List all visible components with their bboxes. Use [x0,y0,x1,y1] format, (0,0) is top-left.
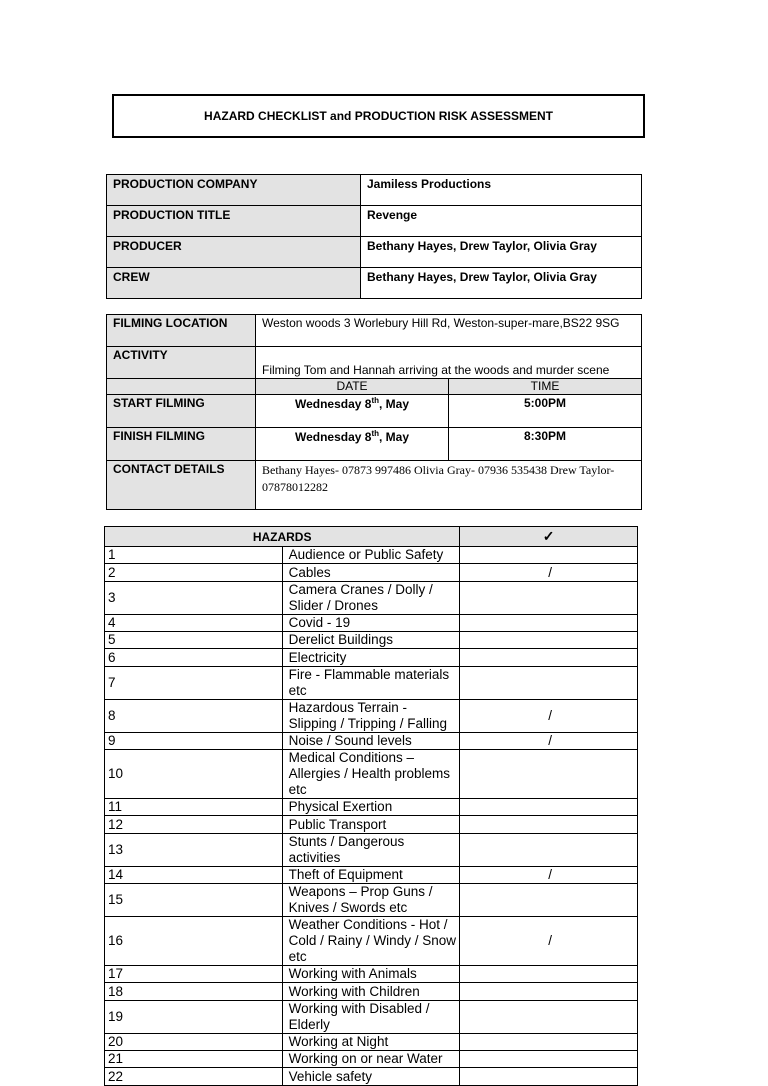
finish-filming-label: FINISH FILMING [107,428,256,461]
production-value: Bethany Hayes, Drew Taylor, Olivia Gray [361,268,642,299]
date-header: DATE [256,379,449,395]
filming-details-table [106,314,642,510]
finish-time: 8:30PM [449,428,642,461]
hazard-row [105,564,638,581]
hazard-check [460,581,638,614]
hazard-row [105,833,638,866]
hazard-number: 14 [105,866,283,883]
hazard-number: 1 [105,547,283,564]
hazard-check: / [460,917,638,966]
hazard-text: Public Transport [282,816,460,833]
hazard-text: Weather Conditions - Hot / Cold / Rainy / Windy / Snow etc [282,917,460,966]
hazard-row [105,699,638,732]
hazard-number: 20 [105,1033,283,1050]
header-spacer [107,379,256,395]
finish-date: Wednesday 8th, May [256,428,449,461]
hazards-header: HAZARDS [105,527,460,547]
hazard-row [105,732,638,749]
hazard-number: 13 [105,833,283,866]
hazard-number: 10 [105,750,283,799]
hazard-check [460,1051,638,1068]
hazard-number: 8 [105,699,283,732]
hazard-row [105,983,638,1000]
hazard-row [105,799,638,816]
hazard-check [460,983,638,1000]
production-label: CREW [107,268,361,299]
hazard-check [460,614,638,631]
hazard-check [460,632,638,649]
hazard-text: Derelict Buildings [282,632,460,649]
filming-location-label: FILMING LOCATION [107,315,256,347]
hazard-check: / [460,699,638,732]
contact-details-label: CONTACT DETAILS [107,461,256,510]
hazard-check: / [460,732,638,749]
production-row [107,175,642,206]
hazard-check [460,1068,638,1085]
hazard-text: Weapons – Prop Guns / Knives / Swords etc [282,884,460,917]
hazard-text: Vehicle safety [282,1068,460,1085]
hazard-check [460,547,638,564]
hazard-text: Physical Exertion [282,799,460,816]
hazard-row [105,866,638,883]
hazard-text: Working at Night [282,1033,460,1050]
hazard-check [460,833,638,866]
hazard-text: Working on or near Water [282,1051,460,1068]
check-header: ✓ [460,527,638,547]
hazard-row [105,816,638,833]
hazard-number: 18 [105,983,283,1000]
hazard-row [105,632,638,649]
hazard-text: Electricity [282,649,460,666]
hazard-row [105,750,638,799]
production-label: PRODUCER [107,237,361,268]
document-title: HAZARD CHECKLIST and PRODUCTION RISK ASSESSMENT [112,94,645,138]
activity-label: ACTIVITY [107,347,256,379]
hazard-row [105,966,638,983]
hazard-text: Audience or Public Safety [282,547,460,564]
activity-value [256,347,642,379]
hazard-number: 11 [105,799,283,816]
hazard-text: Hazardous Terrain - Slipping / Tripping / Falling [282,699,460,732]
hazard-number: 22 [105,1068,283,1085]
start-filming-label: START FILMING [107,395,256,428]
production-value: Revenge [361,206,642,237]
hazard-check [460,750,638,799]
hazard-text: Medical Conditions – Allergies / Health problems etc [282,750,460,799]
hazard-row [105,649,638,666]
activity-text: Filming Tom and Hannah arriving at the woods and murder scene [262,363,610,377]
hazard-text: Working with Children [282,983,460,1000]
hazard-number: 3 [105,581,283,614]
hazard-row [105,666,638,699]
hazard-check [460,966,638,983]
hazard-text: Stunts / Dangerous activities [282,833,460,866]
hazard-number: 9 [105,732,283,749]
hazard-number: 17 [105,966,283,983]
hazard-number: 15 [105,884,283,917]
production-value: Bethany Hayes, Drew Taylor, Olivia Gray [361,237,642,268]
hazard-row [105,1068,638,1085]
hazard-text: Fire - Flammable materials etc [282,666,460,699]
start-time: 5:00PM [449,395,642,428]
hazard-text: Working with Animals [282,966,460,983]
production-details-table [106,174,642,299]
hazard-text: Working with Disabled / Elderly [282,1000,460,1033]
hazard-check [460,666,638,699]
hazard-row [105,1000,638,1033]
filming-location-value: Weston woods 3 Worlebury Hill Rd, Weston-super-mare,BS22 9SG [256,315,642,347]
hazard-text: Theft of Equipment [282,866,460,883]
hazard-number: 16 [105,917,283,966]
production-row [107,237,642,268]
contact-details-value: Bethany Hayes- 07873 997486 Olivia Gray- 07936 535438 Drew Taylor- 07878012282 [256,461,642,510]
hazard-row [105,547,638,564]
hazard-row [105,884,638,917]
production-value: Jamiless Productions [361,175,642,206]
hazard-row [105,1033,638,1050]
production-label: PRODUCTION TITLE [107,206,361,237]
hazard-check [460,1000,638,1033]
hazard-number: 5 [105,632,283,649]
hazard-check [460,649,638,666]
hazard-text: Noise / Sound levels [282,732,460,749]
hazard-text: Covid - 19 [282,614,460,631]
hazard-row [105,917,638,966]
hazard-number: 12 [105,816,283,833]
hazard-check [460,884,638,917]
hazard-check [460,1033,638,1050]
hazards-table [104,526,638,1086]
production-row [107,268,642,299]
hazard-number: 19 [105,1000,283,1033]
hazard-number: 7 [105,666,283,699]
hazard-number: 6 [105,649,283,666]
start-date: Wednesday 8th, May [256,395,449,428]
hazard-text: Camera Cranes / Dolly / Slider / Drones [282,581,460,614]
production-row [107,206,642,237]
hazard-text: Cables [282,564,460,581]
hazard-number: 21 [105,1051,283,1068]
hazard-check: / [460,564,638,581]
hazard-number: 2 [105,564,283,581]
production-label: PRODUCTION COMPANY [107,175,361,206]
time-header: TIME [449,379,642,395]
hazard-row [105,614,638,631]
hazard-check [460,799,638,816]
hazard-check: / [460,866,638,883]
hazard-row [105,581,638,614]
hazard-number: 4 [105,614,283,631]
hazard-check [460,816,638,833]
hazard-row [105,1051,638,1068]
